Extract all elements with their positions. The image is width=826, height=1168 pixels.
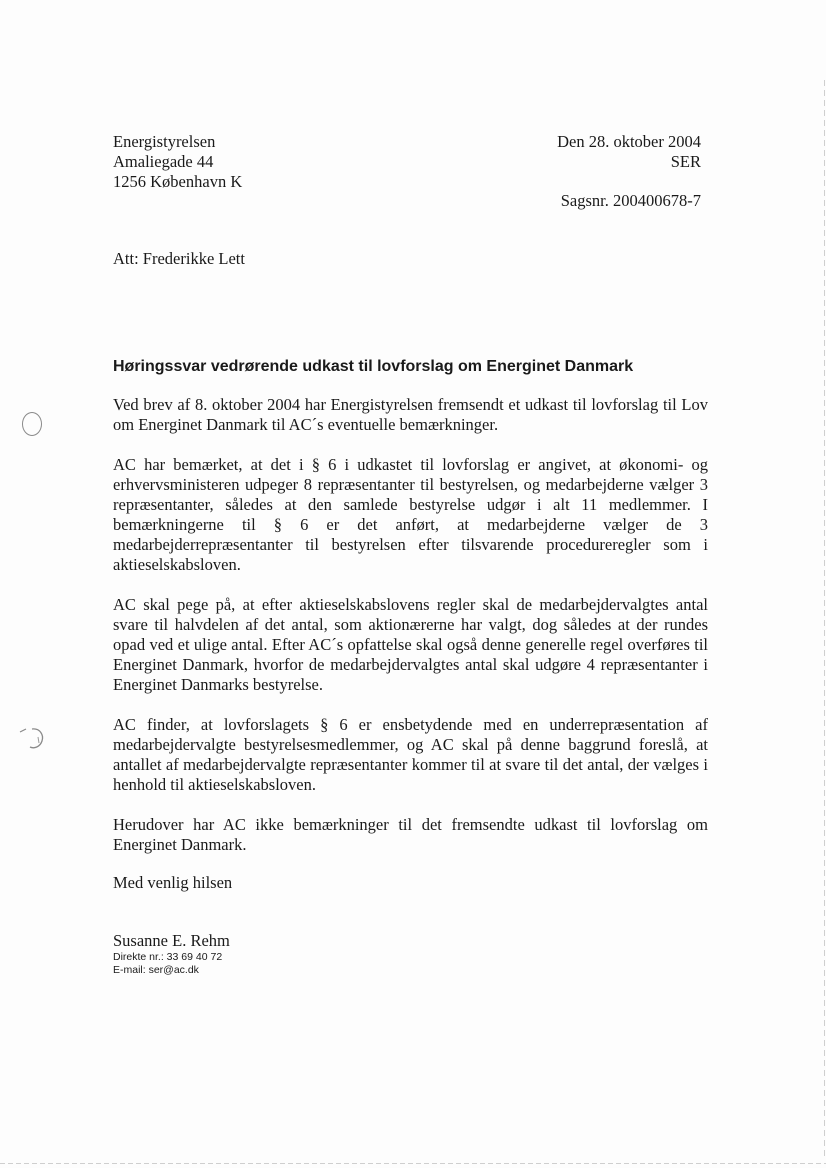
scan-edge-bottom xyxy=(0,1163,826,1164)
letter-meta xyxy=(557,132,701,211)
signer-contact xyxy=(113,951,222,976)
recipient-address xyxy=(113,132,242,192)
recipient-name: Energistyrelsen xyxy=(113,132,216,151)
body-paragraph: Herudover har AC ikke bemærkninger til det fremsendte udkast til lovforslag om Energinet Danmark. xyxy=(113,815,708,854)
recipient-street: Amaliegade 44 xyxy=(113,152,214,171)
punch-hole-icon xyxy=(22,412,42,436)
letter-date: Den 28. oktober 2004 xyxy=(557,132,701,151)
letter-body xyxy=(113,395,708,875)
sender-initials: SER xyxy=(670,152,701,171)
closing-line: Med venlig hilsen xyxy=(113,873,233,892)
attention-line: Att: Frederikke Lett xyxy=(113,249,245,268)
signer-email: E-mail: ser@ac.dk xyxy=(113,963,199,976)
body-paragraph: Ved brev af 8. oktober 2004 har Energistyrelsen fremsendt et udkast til lovforslag til Lov om Energinet Danmark til AC´s eventuelle bemærkninger. xyxy=(113,395,708,434)
signer-name: Susanne E. Rehm xyxy=(113,931,230,950)
signer-phone: Direkte nr.: 33 69 40 72 xyxy=(113,951,223,963)
body-paragraph: AC finder, at lovforslagets § 6 er ensbetydende med en underrepræsentation af medarbejdervalgte bestyrelsesmedlemmer, og AC skal på denne baggrund foreslå, at antallet af medarbejdervalgte repræsentanter kommer til at svare til det antal, der vælges i henhold til aktieselskabsloven. xyxy=(113,715,708,794)
body-paragraph: AC skal pege på, at efter aktieselskabslovens regler skal de medarbejdervalgtes antal svare til halvdelen af det antal, som aktionærerne har valgt, dog således at der rundes opad ved et ulige antal. Efter AC´s opfattelse skal også denne generelle regel overføres til Energinet Danmark, hvorfor de medarbejdervalgtes antal skal udgøre 4 repræsentanter i Energinet Danmarks bestyrelse. xyxy=(113,595,708,694)
letter-subject: Høringssvar vedrørende udkast til lovforslag om Energinet Danmark xyxy=(113,358,634,375)
case-number: Sagsnr. 200400678-7 xyxy=(560,191,701,210)
body-paragraph: AC har bemærket, at det i § 6 i udkastet til lovforslag er angivet, at økonomi- og erhvervsministeren udpeger 8 repræsentanter til bestyrelsen, og medarbejderne vælger 3 repræsentanter, således at den samlede bestyrelse udgør i alt 11 medlemmer. I bemærkningerne til § 6 er det anført, at medarbejderne vælger de 3 medarbejderrepræsentanter til bestyrelsen efter tilsvarende procedureregler som i aktieselskabsloven. xyxy=(113,455,708,574)
punch-hole-mark-icon xyxy=(18,725,48,751)
recipient-city: 1256 København K xyxy=(113,172,243,191)
scan-edge-right xyxy=(824,80,825,1160)
